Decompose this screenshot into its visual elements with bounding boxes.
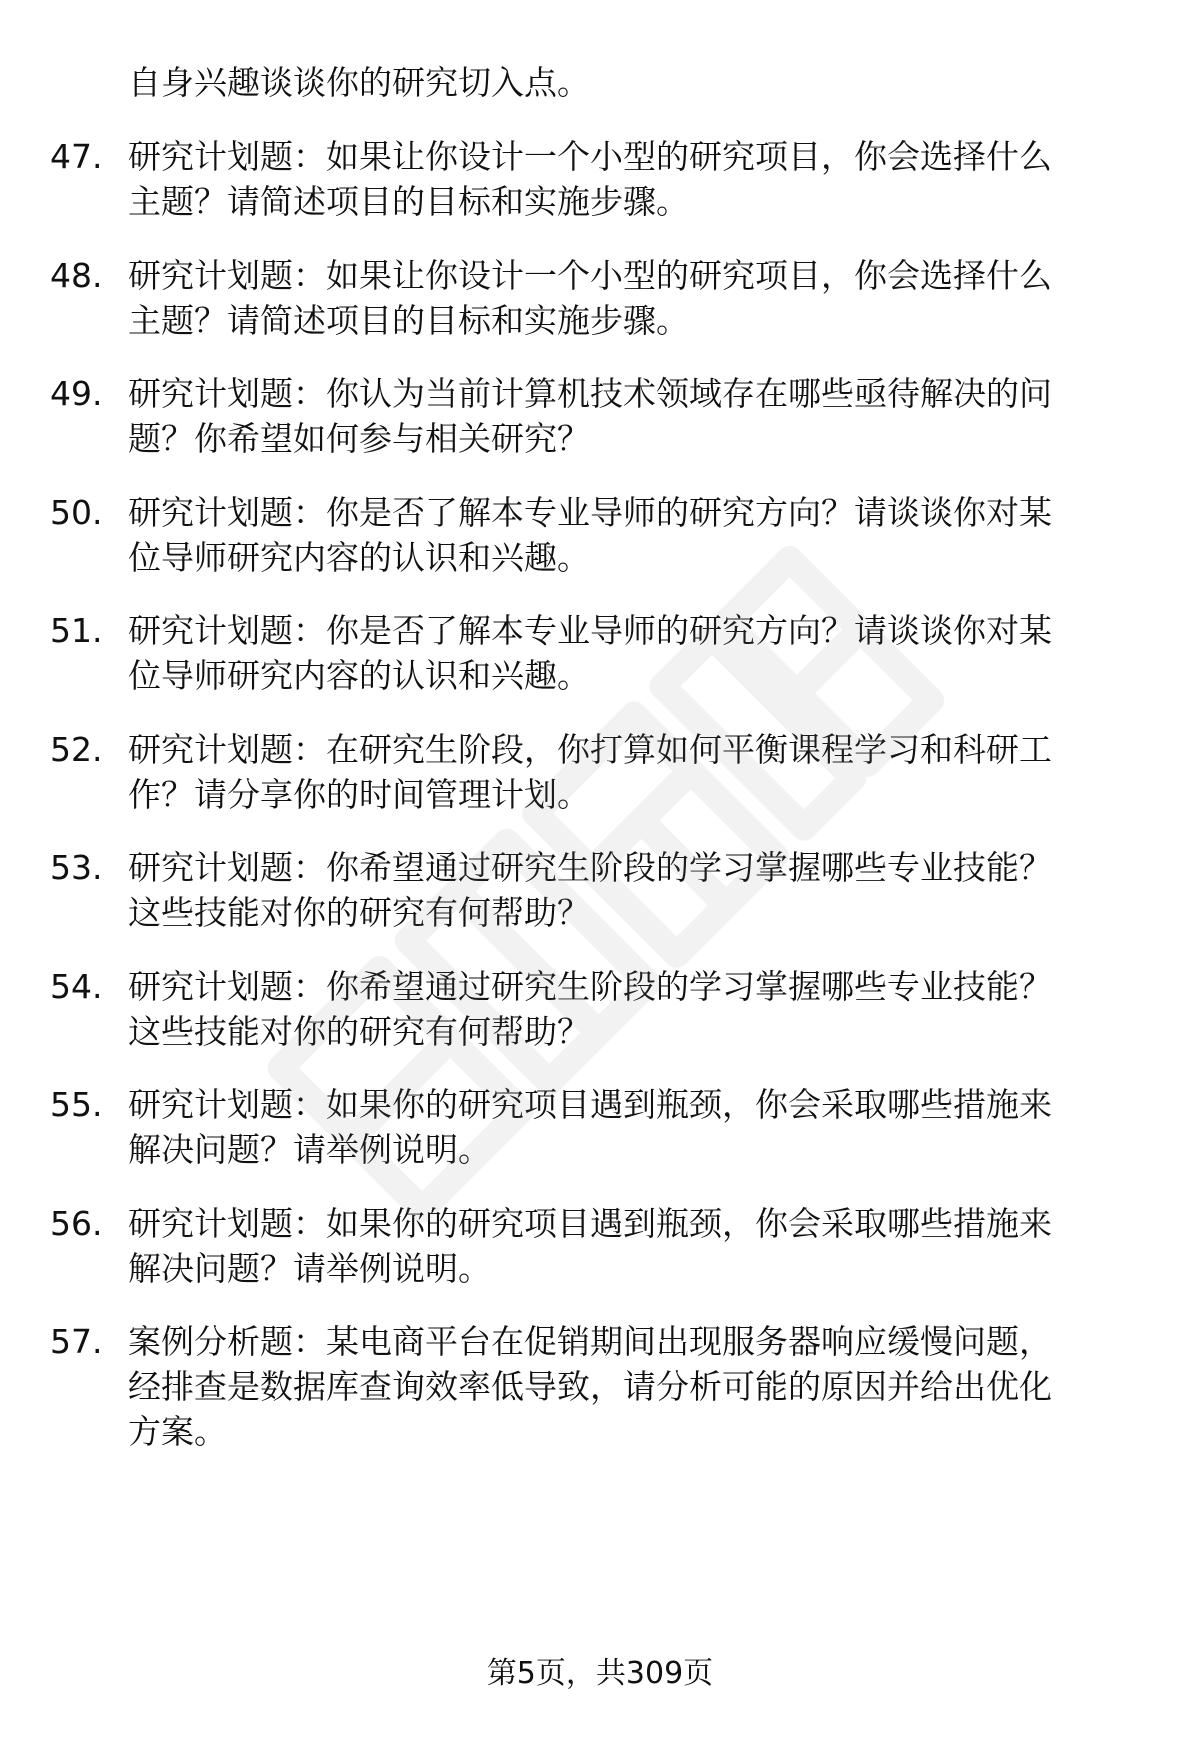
question-number: 52. bbox=[50, 730, 103, 769]
question-text-line: 解决问题？请举例说明。 bbox=[128, 1249, 491, 1288]
question-number: 49. bbox=[50, 374, 103, 413]
question-text-line: 研究计划题：你是否了解本专业导师的研究方向？请谈谈你对某 bbox=[128, 493, 1052, 532]
question-text-line: 这些技能对你的研究有何帮助？ bbox=[128, 1012, 590, 1051]
question-text-line: 研究计划题：如果让你设计一个小型的研究项目，你会选择什么 bbox=[128, 137, 1052, 176]
question-number: 55. bbox=[50, 1085, 103, 1124]
question-text-line: 位导师研究内容的认识和兴趣。 bbox=[128, 538, 590, 577]
question-text-line: 研究计划题：你希望通过研究生阶段的学习掌握哪些专业技能？ bbox=[128, 967, 1052, 1006]
question-number: 54. bbox=[50, 967, 103, 1006]
question-text-line: 题？你希望如何参与相关研究？ bbox=[128, 419, 590, 458]
question-text-line: 研究计划题：如果你的研究项目遇到瓶颈，你会采取哪些措施来 bbox=[128, 1204, 1052, 1243]
question-text-line: 主题？请简述项目的目标和实施步骤。 bbox=[128, 301, 689, 340]
question-text-line: 作？请分享你的时间管理计划。 bbox=[128, 775, 590, 814]
question-number: 53. bbox=[50, 848, 103, 887]
question-text-line: 研究计划题：在研究生阶段，你打算如何平衡课程学习和科研工 bbox=[128, 730, 1052, 769]
question-text-line: 案例分析题：某电商平台在促销期间出现服务器响应缓慢问题， bbox=[128, 1322, 1052, 1361]
page-indicator: 第5页，共309页 bbox=[486, 1656, 714, 1691]
question-text-line: 主题？请简述项目的目标和实施步骤。 bbox=[128, 182, 689, 221]
question-text-line: 位导师研究内容的认识和兴趣。 bbox=[128, 656, 590, 695]
question-text-line: 解决问题？请举例说明。 bbox=[128, 1130, 491, 1169]
question-text-line: 经排查是数据库查询效率低导致，请分析可能的原因并给出优化 bbox=[128, 1367, 1052, 1406]
question-text-line: 研究计划题：你是否了解本专业导师的研究方向？请谈谈你对某 bbox=[128, 611, 1052, 650]
question-text-line: 研究计划题：你认为当前计算机技术领域存在哪些亟待解决的问 bbox=[128, 374, 1052, 413]
continuation-text: 自身兴趣谈谈你的研究切入点。 bbox=[128, 63, 590, 102]
question-number: 48. bbox=[50, 256, 103, 295]
question-number: 51. bbox=[50, 611, 103, 650]
question-text-line: 研究计划题：如果让你设计一个小型的研究项目，你会选择什么 bbox=[128, 256, 1052, 295]
question-text-line: 研究计划题：如果你的研究项目遇到瓶颈，你会采取哪些措施来 bbox=[128, 1085, 1052, 1124]
question-text-line: 研究计划题：你希望通过研究生阶段的学习掌握哪些专业技能？ bbox=[128, 848, 1052, 887]
question-number: 47. bbox=[50, 137, 103, 176]
question-number: 57. bbox=[50, 1322, 103, 1361]
question-text-line: 方案。 bbox=[128, 1412, 227, 1451]
question-number: 56. bbox=[50, 1204, 103, 1243]
question-text-line: 这些技能对你的研究有何帮助？ bbox=[128, 893, 590, 932]
question-number: 50. bbox=[50, 493, 103, 532]
